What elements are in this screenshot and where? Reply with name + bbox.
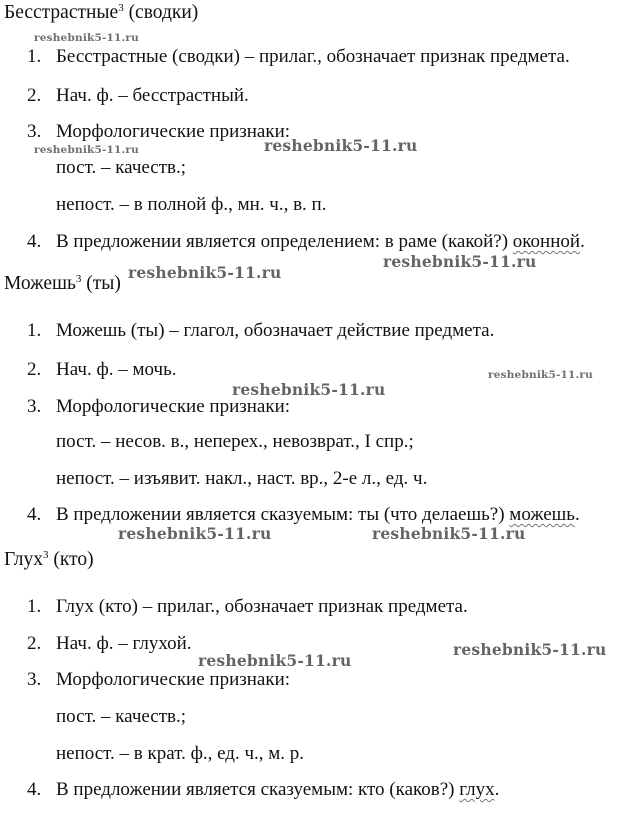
item-text: Морфологические признаки: bbox=[56, 669, 291, 690]
heading-hint: (сводки) bbox=[128, 2, 199, 23]
marked-word: глух bbox=[459, 779, 495, 800]
section-heading bbox=[4, 273, 121, 295]
item-text: Глух (кто) – прилаг., обозначает признак предмета. bbox=[56, 596, 468, 617]
item-text: Нач. ф. – мочь. bbox=[56, 359, 177, 380]
item-number: 4. bbox=[27, 504, 42, 525]
item-number: 3. bbox=[27, 669, 42, 690]
watermark-text: reshebnik5-11.ru bbox=[198, 651, 352, 670]
heading-word: Глух bbox=[4, 549, 44, 570]
item-text: Бесстрастные (сводки) – прилаг., обозначает признак предмета. bbox=[56, 46, 570, 67]
item-text: Морфологические признаки: bbox=[56, 396, 291, 417]
watermark-text: reshebnik5-11.ru bbox=[34, 144, 139, 156]
footnote-marker: 3 bbox=[75, 273, 82, 285]
watermark-text: reshebnik5-11.ru bbox=[383, 252, 537, 271]
footnote-marker: 3 bbox=[43, 549, 49, 561]
item-number: 1. bbox=[27, 46, 42, 67]
item-text: Можешь (ты) – глагол, обозначает действие предмета. bbox=[56, 320, 495, 341]
heading-word: Бесстрастные bbox=[4, 2, 119, 23]
marked-word: оконной bbox=[512, 231, 581, 252]
heading-hint: (кто) bbox=[53, 549, 94, 570]
heading-hint: (ты) bbox=[86, 273, 121, 294]
watermark-text: reshebnik5-11.ru bbox=[372, 524, 526, 543]
watermark-text: reshebnik5-11.ru bbox=[488, 369, 593, 381]
watermark-text: reshebnik5-11.ru bbox=[264, 136, 418, 155]
section-heading bbox=[4, 549, 94, 571]
sentence-end: . bbox=[574, 504, 580, 525]
item-sentence: В предложении является определением: в раме (какой?) bbox=[56, 231, 509, 252]
item-text bbox=[56, 779, 499, 801]
item-sentence: В предложении является сказуемым: кто (каков?) bbox=[56, 779, 455, 800]
item-text bbox=[56, 231, 585, 253]
item-text: Нач. ф. – бесстрастный. bbox=[56, 85, 249, 106]
item-number: 1. bbox=[27, 320, 42, 341]
subitem-permanent: пост. – несов. в., неперех., невозврат., I спр.; bbox=[56, 431, 414, 452]
item-text: Морфологические признаки: bbox=[56, 121, 291, 142]
item-number: 3. bbox=[27, 121, 42, 142]
subitem-variable: непост. – изъявит. накл., наст. вр., 2-е л., ед. ч. bbox=[56, 468, 428, 489]
item-number: 4. bbox=[27, 231, 42, 252]
watermark-text: reshebnik5-11.ru bbox=[128, 263, 282, 282]
subitem-variable: непост. – в полной ф., мн. ч., в. п. bbox=[56, 194, 327, 215]
section-heading bbox=[4, 2, 198, 24]
sentence-end: . bbox=[494, 779, 500, 800]
item-number: 2. bbox=[27, 633, 42, 654]
subitem-permanent: пост. – качеств.; bbox=[56, 706, 187, 727]
footnote-marker: 3 bbox=[118, 2, 124, 14]
watermark-text: reshebnik5-11.ru bbox=[118, 524, 272, 543]
item-number: 2. bbox=[27, 359, 42, 380]
sentence-end: . bbox=[580, 231, 585, 252]
item-text bbox=[56, 504, 580, 526]
heading-word: Можешь bbox=[4, 273, 76, 294]
subitem-permanent: пост. – качеств.; bbox=[56, 157, 187, 178]
watermark-text: reshebnik5-11.ru bbox=[34, 32, 139, 44]
item-text: Нач. ф. – глухой. bbox=[56, 633, 192, 654]
marked-word: можешь bbox=[509, 504, 575, 525]
item-number: 4. bbox=[27, 779, 42, 800]
item-number: 1. bbox=[27, 596, 42, 617]
watermark-text: reshebnik5-11.ru bbox=[453, 640, 607, 659]
watermark-text: reshebnik5-11.ru bbox=[232, 380, 386, 399]
item-number: 2. bbox=[27, 85, 42, 106]
subitem-variable: непост. – в крат. ф., ед. ч., м. р. bbox=[56, 743, 305, 764]
item-number: 3. bbox=[27, 396, 42, 417]
item-sentence: В предложении является сказуемым: ты (что делаешь?) bbox=[56, 504, 505, 525]
